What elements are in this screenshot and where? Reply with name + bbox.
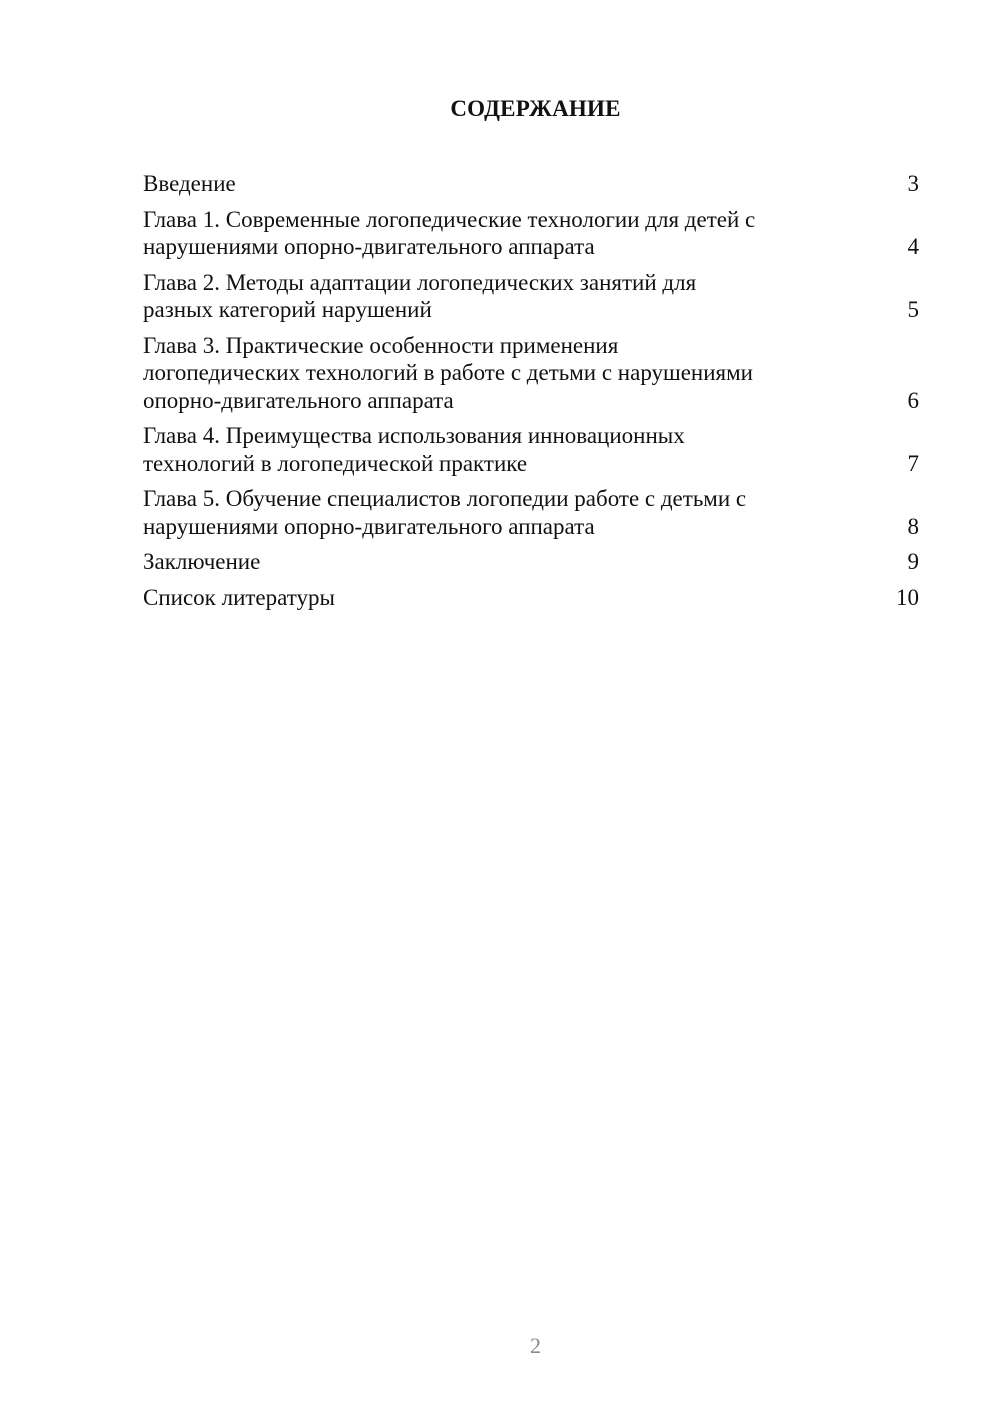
toc-entry-chapter-5[interactable] — [143, 485, 919, 540]
toc-entry-page: 10 — [896, 584, 919, 610]
toc-entry-conclusion[interactable] — [143, 548, 919, 576]
page-title: СОДЕРЖАНИЕ — [450, 96, 621, 121]
toc-entry-title: Введение — [143, 171, 236, 196]
toc-entry-title: Глава 1. Современные логопедические технологии для детей с нарушениями опорно-двигательного аппарата — [143, 206, 756, 259]
toc-entry-introduction[interactable] — [143, 170, 919, 198]
toc-entry-page: 8 — [907, 513, 919, 539]
toc-entry-title: Глава 4. Преимущества использования инновационных технологий в логопедической практике — [143, 423, 685, 476]
toc-entry-page: 6 — [907, 387, 919, 413]
toc-entry-page: 9 — [907, 549, 919, 574]
table-of-contents — [143, 170, 919, 619]
toc-entry-title: Глава 2. Методы адаптации логопедических занятий для разных категорий нарушений — [143, 269, 697, 322]
toc-entry-title: Глава 5. Обучение специалистов логопедии работе с детьми с нарушениями опорно-двигательного аппарата — [143, 486, 747, 539]
toc-entry-title: Список литературы — [143, 584, 335, 610]
toc-entry-chapter-3[interactable] — [143, 332, 919, 415]
toc-entry-chapter-4[interactable] — [143, 422, 919, 477]
page-number: 2 — [530, 1333, 541, 1358]
toc-entry-page: 7 — [907, 450, 919, 476]
toc-entry-page: 4 — [907, 234, 919, 259]
toc-entry-references[interactable] — [143, 584, 919, 612]
toc-entry-page: 5 — [907, 297, 919, 322]
toc-entry-page: 3 — [907, 171, 919, 196]
toc-entry-chapter-2[interactable] — [143, 269, 919, 324]
toc-entry-chapter-1[interactable] — [143, 206, 919, 261]
toc-entry-title: Заключение — [143, 549, 261, 574]
toc-entry-title: Глава 3. Практические особенности применения логопедических технологий в работе с детьми с нарушениями опорно-двигательного аппарата — [143, 332, 753, 413]
